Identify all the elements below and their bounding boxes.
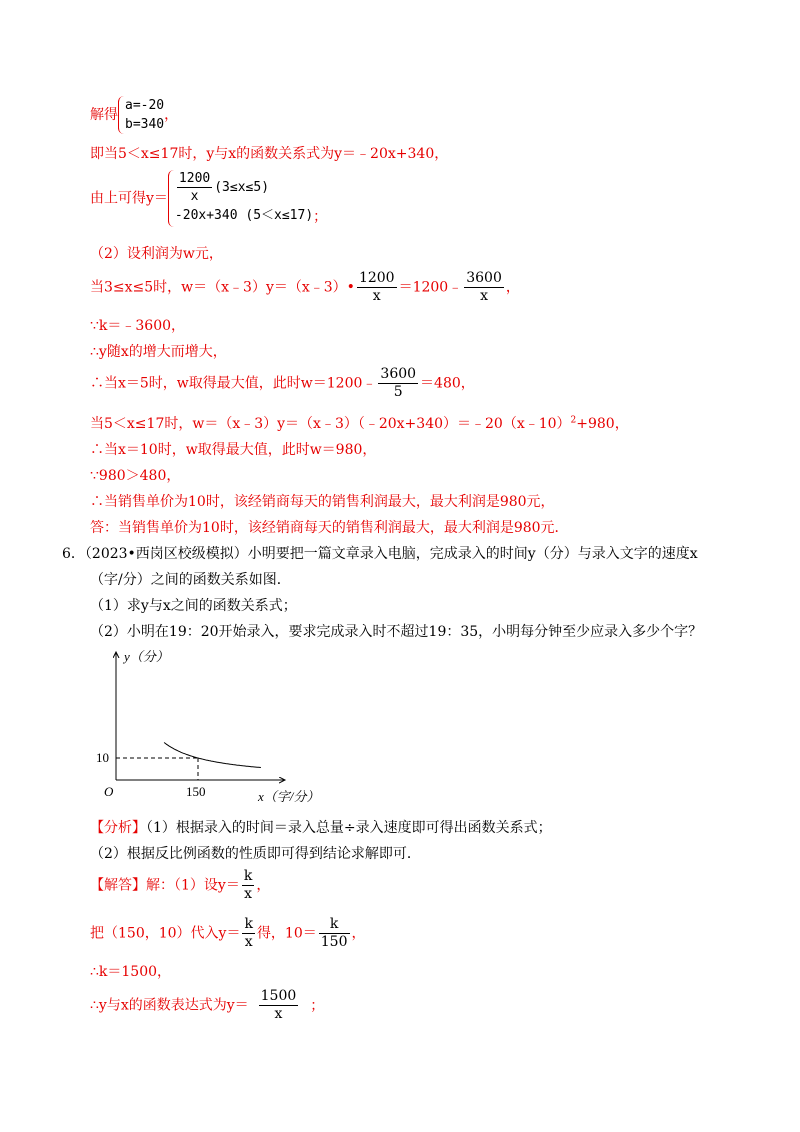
x-axis-label: x（字/分） [258, 789, 320, 804]
text-line-2: 即当5＜x≤17时，y与x的函数关系式为y＝﹣20x+340， [90, 146, 449, 162]
solution-tag: 【解答】 [90, 877, 146, 894]
system-row-a: a=-20 [125, 98, 165, 113]
text-line-10: ∴当x＝10时，w取得最大值，此时w＝980， [90, 442, 377, 458]
solution-line-1: 【解答】解：（1）设y＝ $\frac{k}{x}$ ， [90, 868, 271, 902]
question-6-line-1: 6．（2023•西岗区校级模拟）小明要把一篇文章录入电脑，完成录入的时间y（分）与录入文字的速度x [62, 546, 698, 562]
fraction-3600-x: $\frac{3600}{x}$ [466, 270, 502, 304]
max-value-line-1: ∴当x＝5时，w取得最大值，此时w＝1200﹣ $\frac{3600}{5}$ ＝480， [90, 366, 475, 400]
profit-line-1: 当3≤x≤5时，w＝（x﹣3）y＝（x﹣3）• $\frac{1200}{x}$ ＝1200﹣ $\frac{3600}{x}$ ， [90, 270, 520, 304]
x-tick-label: 150 [186, 784, 206, 799]
y-tick-label: 10 [96, 750, 109, 765]
text-line-4: （2）设利润为w元， [90, 246, 223, 262]
answer-line: 答：当销售单价为10时，该经销商每天的销售利润最大，最大利润是980元． [90, 520, 569, 536]
equation-system [118, 96, 164, 134]
fraction-1500-x: $\frac{1500}{x}$ [260, 988, 297, 1022]
hyperbola-curve [164, 743, 261, 768]
text-line-11: ∵980＞480， [90, 468, 181, 484]
solution-line-2: 把（150，10）代入y＝ $\frac{k}{x}$ 得，10＝ $\frac{k}{150}$ ， [90, 916, 366, 950]
piecewise-end: ； [313, 209, 328, 225]
fraction-k-x-2: $\frac{k}{x}$ [244, 916, 253, 950]
solve-prefix: 解得 [90, 107, 118, 123]
piecewise-prefix: 由上可得y＝ [90, 190, 168, 207]
fraction-1200-x: $\frac{1200}{x}$ [358, 270, 395, 304]
inverse-function-graph [90, 646, 390, 806]
fraction-3600-5: $\frac{3600}{5}$ [380, 366, 417, 400]
analysis-line-2: （2）根据反比例函数的性质即可得到结论求解即可． [90, 846, 421, 862]
solve-result-line [90, 96, 178, 134]
piecewise-line [90, 170, 327, 227]
system-row-b: b=340 [125, 117, 165, 132]
solution-line-3: ∴k＝1500， [90, 964, 172, 980]
profit-line-2: 当5＜x≤17时，w＝（x﹣3）y＝（x﹣3）（﹣20x+340）＝﹣20（x﹣10）$^2$+980， [90, 415, 629, 432]
text-line-12: ∴当销售单价为10时，该经销商每天的销售利润最大，最大利润是980元， [90, 494, 555, 510]
text-line-7: ∴y随x的增大而增大， [90, 344, 227, 360]
analysis-line-1: 【分析】（1）根据录入的时间＝录入总量÷录入速度即可得出函数关系式； [90, 820, 552, 836]
y-axis-label: y（分） [124, 649, 169, 664]
piecewise-row-1: $\frac{1200}{x}$ (3≤x≤5) [178, 171, 270, 204]
question-part-1: （1）求y与x之间的函数关系式； [90, 598, 297, 614]
analysis-tag: 【分析】 [90, 820, 146, 836]
origin-label: O [104, 784, 114, 799]
piecewise-row-2: -20x+340 (5＜x≤17) [174, 208, 314, 223]
solve-end: ， [164, 107, 179, 123]
question-number: 6． [62, 546, 85, 562]
solution-line-4: ∴y与x的函数表达式为y＝ $\frac{1500}{x}$ ； [90, 988, 325, 1022]
question-part-2: （2）小明在19：20开始录入，要求完成录入时不超过19：35，小明每分钟至少应录入多少个字？ [90, 624, 703, 640]
piecewise-system [168, 170, 313, 227]
question-6-line-2: （字/分）之间的函数关系如图． [90, 572, 291, 588]
piecewise-fraction: $\frac{1200}{x}$ [178, 171, 211, 204]
text-line-6: ∵k＝﹣3600， [90, 318, 186, 334]
fraction-k-150: $\frac{k}{150}$ [320, 916, 348, 950]
fraction-k-x: $\frac{k}{x}$ [243, 868, 253, 902]
